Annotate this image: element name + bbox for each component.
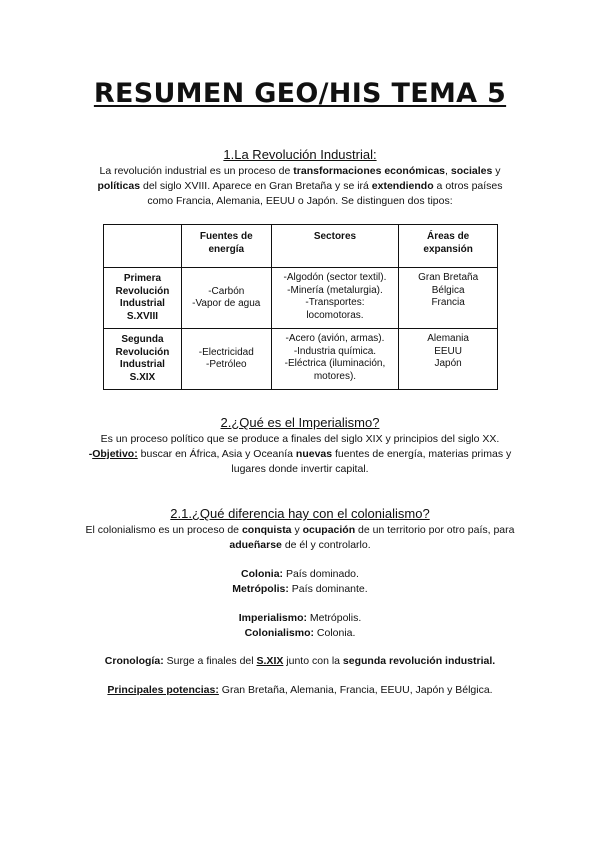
- section-2-1-heading: [0, 506, 600, 521]
- section-2-heading: [0, 415, 600, 430]
- row-label: Segunda Revolución Industrial S.XIX: [104, 329, 182, 390]
- definitions-block-2: [60, 611, 540, 641]
- table-header: Sectores: [271, 225, 399, 268]
- page-title: RESUMEN GEO/HIS TEMA 5: [93, 78, 507, 109]
- section-1-heading-text: 1.La Revolución Industrial:: [223, 147, 377, 162]
- revolutions-table: [103, 224, 498, 390]
- section-2-paragraph: Es un proceso político que se produce a finales del siglo XIX y principios del siglo XX. -Objetivo: buscar en África, Asia y Oceanía nuevas fuentes de energía, materias primas y lugares donde invertir capital.: [88, 433, 512, 475]
- table-header: Áreas de expansión: [399, 225, 498, 268]
- section-2-1-heading-text: 2.1.¿Qué diferencia hay con el colonialismo?: [170, 506, 430, 521]
- table-cell-areas: Alemania EEUU Japón: [399, 329, 498, 390]
- table-cell-sectores: -Acero (avión, armas). -Industria química. -Eléctrica (iluminación, motores).: [271, 329, 399, 390]
- table-header-row: [104, 225, 498, 268]
- colonia-definition: Colonia: País dominado.: [241, 568, 359, 580]
- section-1-heading: [0, 147, 600, 162]
- main-powers-line: Principales potencias: Gran Bretaña, Alemania, Francia, EEUU, Japón y Bélgica.: [107, 684, 493, 696]
- table-cell-fuentes: -Carbón -Vapor de agua: [181, 268, 271, 329]
- definitions-block-1: [60, 567, 540, 597]
- section-1-paragraph: La revolución industrial es un proceso de transformaciones económicas, sociales y políticas del siglo XVIII. Aparece en Gran Bretaña y se irá extendiendo a otros países como Francia, Alemania, EEUU o Japón. Se distinguen dos tipos:: [97, 165, 503, 207]
- row-label: Primera Revolución Industrial S.XVIII: [104, 268, 182, 329]
- colonialismo-definition: Colonialismo: Colonia.: [244, 627, 356, 639]
- table-cell-areas: Gran Bretaña Bélgica Francia: [399, 268, 498, 329]
- chronology-line: Cronología: Surge a finales del S.XIX junto con la segunda revolución industrial.: [104, 655, 496, 667]
- section-2-1-paragraph: El colonialismo es un proceso de conquista y ocupación de un territorio por otro país, para adueñarse de él y controlarlo.: [85, 524, 515, 551]
- imperialismo-definition: Imperialismo: Metrópolis.: [238, 612, 362, 624]
- table-row: [104, 329, 498, 390]
- table-corner-cell: [104, 225, 182, 268]
- table-header: Fuentes de energía: [181, 225, 271, 268]
- table-cell-fuentes: -Electricidad -Petróleo: [181, 329, 271, 390]
- table-row: [104, 268, 498, 329]
- metropolis-definition: Metrópolis: País dominante.: [232, 583, 368, 595]
- section-2-heading-text: 2.¿Qué es el Imperialismo?: [220, 415, 380, 430]
- table-cell-sectores: -Algodón (sector textil). -Minería (metalurgia). -Transportes: locomotoras.: [271, 268, 399, 329]
